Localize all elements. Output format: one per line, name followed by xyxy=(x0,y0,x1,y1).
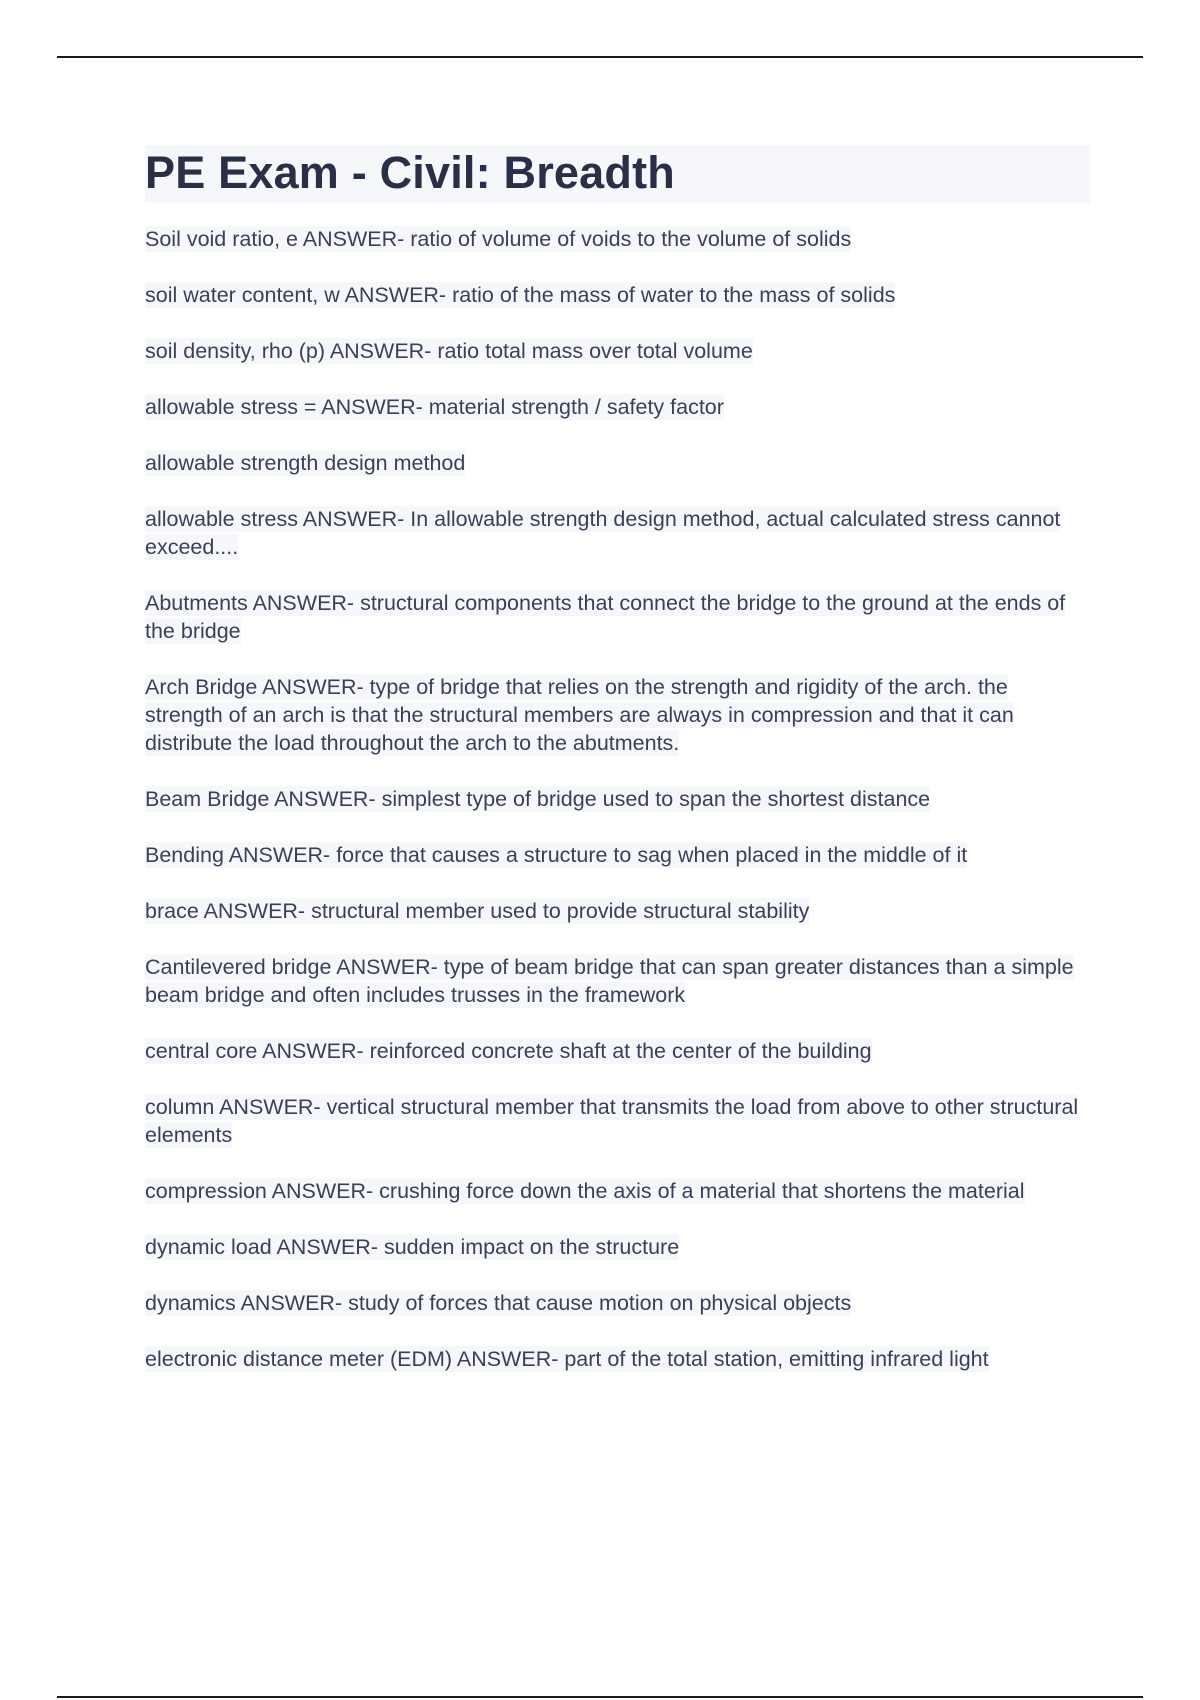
flashcard-entry xyxy=(145,1093,1090,1149)
flashcard-entry xyxy=(145,393,1090,421)
flashcard-entry xyxy=(145,1037,1090,1065)
flashcard-entry xyxy=(145,1233,1090,1261)
entry-text: Beam Bridge ANSWER- simplest type of bridge used to span the shortest distance xyxy=(145,787,931,811)
flashcard-entry xyxy=(145,1345,1090,1373)
flashcard-entry xyxy=(145,953,1090,1009)
entry-text: dynamics ANSWER- study of forces that cause motion on physical objects xyxy=(145,1291,852,1315)
entry-text: allowable stress ANSWER- In allowable strength design method, actual calculated stress cannot exceed.... xyxy=(145,507,1061,559)
flashcard-entry xyxy=(145,589,1090,645)
flashcard-entry xyxy=(145,449,1090,477)
entry-text: soil density, rho (p) ANSWER- ratio total mass over total volume xyxy=(145,339,753,363)
entry-text: Soil void ratio, e ANSWER- ratio of volume of voids to the volume of solids xyxy=(145,227,852,251)
page-title: PE Exam - Civil: Breadth xyxy=(145,147,675,198)
flashcard-entry xyxy=(145,841,1090,869)
flashcard-entry xyxy=(145,897,1090,925)
entry-text: brace ANSWER- structural member used to provide structural stability xyxy=(145,899,810,923)
flashcard-entry xyxy=(145,225,1090,253)
bottom-divider xyxy=(57,1696,1143,1698)
flashcard-entry xyxy=(145,673,1090,757)
flashcard-entry xyxy=(145,785,1090,813)
entry-text: central core ANSWER- reinforced concrete shaft at the center of the building xyxy=(145,1039,872,1063)
entry-text: column ANSWER- vertical structural member that transmits the load from above to other structural elements xyxy=(145,1095,1079,1147)
entry-text: Cantilevered bridge ANSWER- type of beam bridge that can span greater distances than a simple beam bridge and often includes trusses in the framework xyxy=(145,955,1074,1007)
entry-text: allowable stress = ANSWER- material strength / safety factor xyxy=(145,395,724,419)
entry-text: electronic distance meter (EDM) ANSWER- part of the total station, emitting infrared light xyxy=(145,1347,989,1371)
entry-text: Arch Bridge ANSWER- type of bridge that relies on the strength and rigidity of the arch. the strength of an arch is that the structural members are always in compression and that it can distribute the load throughout the arch to the abutments. xyxy=(145,675,1014,755)
entry-text: soil water content, w ANSWER- ratio of the mass of water to the mass of solids xyxy=(145,283,896,307)
title-block xyxy=(145,145,1090,203)
flashcard-entry xyxy=(145,337,1090,365)
flashcard-entry xyxy=(145,281,1090,309)
entry-text: compression ANSWER- crushing force down the axis of a material that shortens the material xyxy=(145,1179,1025,1203)
entry-text: Bending ANSWER- force that causes a structure to sag when placed in the middle of it xyxy=(145,843,968,867)
flashcard-entry xyxy=(145,1289,1090,1317)
entry-text: dynamic load ANSWER- sudden impact on the structure xyxy=(145,1235,680,1259)
flashcard-list xyxy=(145,225,1090,1373)
entry-text: Abutments ANSWER- structural components that connect the bridge to the ground at the ends of the bridge xyxy=(145,591,1066,643)
flashcard-entry xyxy=(145,1177,1090,1205)
top-divider xyxy=(57,56,1143,58)
flashcard-entry xyxy=(145,505,1090,561)
entry-text: allowable strength design method xyxy=(145,451,466,475)
document-body xyxy=(145,145,1090,1401)
